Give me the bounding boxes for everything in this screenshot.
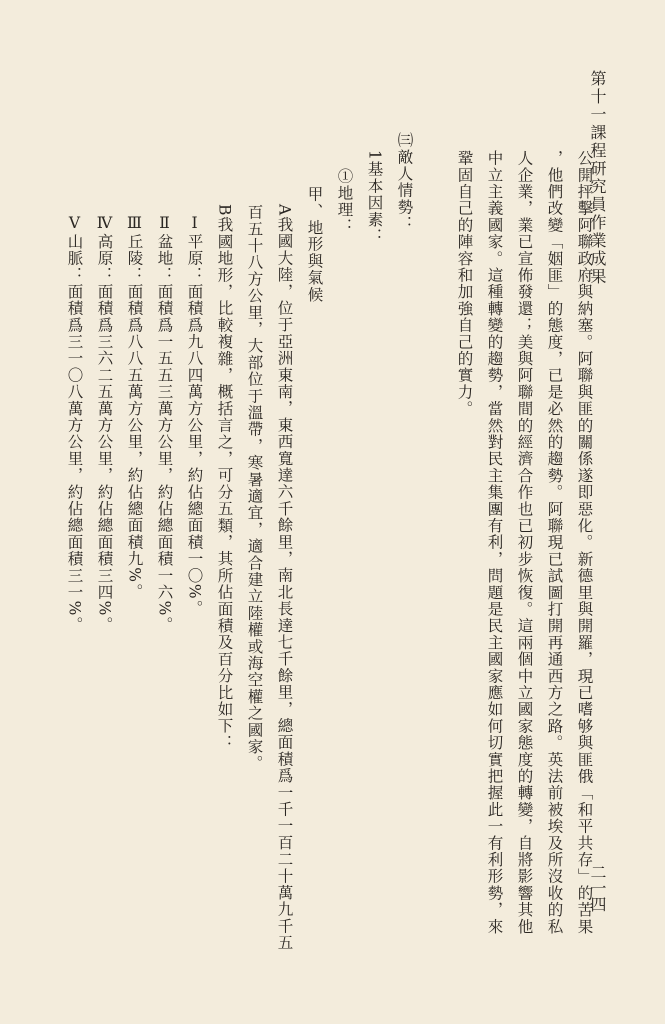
- list-item: Ⅳ高原：面積爲三六二五萬方公里，約佔總面積三四%。: [95, 214, 114, 634]
- subsection-heading: 甲、地形與氣候: [305, 186, 324, 303]
- text-column: 鞏固自己的陣容和加強自己的實力。: [455, 150, 474, 418]
- text-column: ，他們改變「姻匪」的態度，已是必然的趨勢。阿聯現已試圖打開再通西方之路。英法前被埃及所沒收的私: [545, 150, 564, 935]
- text-column: 人企業，業已宣佈發還；美與阿聯間的經濟合作也已初步恢復。這兩個中立國家態度的轉變，自將影響其他: [515, 150, 534, 935]
- running-header: 第十一課程研究員作業成果: [588, 70, 607, 286]
- list-item: Ⅴ山脈：面積爲三一〇八萬方公里，約佔總面積三一%。: [65, 214, 84, 634]
- subsection-heading: ①地理：: [335, 168, 354, 235]
- text-column: A我國大陸，位于亞洲東南，東西寬達六千餘里，南北長達七千餘里，總面積爲一千一百二十萬九千五: [275, 204, 294, 952]
- list-item: Ⅱ盆地：面積爲一五五三萬方公里，約佔總面積一六%。: [155, 214, 174, 634]
- text-column: B我國地形，比較複雜，概括言之，可分五類，其所佔面積及百分比如下：: [215, 204, 234, 751]
- text-column: 百五十八方公里，大部位于溫帶，寒暑適宜，適合建立陸權或海空權之國家。: [245, 204, 264, 772]
- section-heading: ㈢敵人情勢：: [395, 132, 414, 233]
- page-number: 二一四: [588, 864, 607, 912]
- subsection-heading: 1基本因素：: [365, 150, 384, 245]
- text-column: 中立主義國家。這種轉變的趨勢，當然對民主集團有利，問題是民主國家應如何切實把握此一有利形勢，來: [485, 150, 504, 935]
- text-column: 公開抨擊阿聯政府與納塞。阿聯與匪的關係遂即惡化。新德里與開羅，現已嗜够與匪俄「和平共存」的苦果: [575, 150, 594, 935]
- list-item: Ⅲ丘陵：面積爲八八五萬方公里，約佔總面積九%。: [125, 214, 144, 600]
- list-item: Ⅰ平原：面積爲九八四萬方公里，約佔總面積一〇%。: [185, 214, 204, 617]
